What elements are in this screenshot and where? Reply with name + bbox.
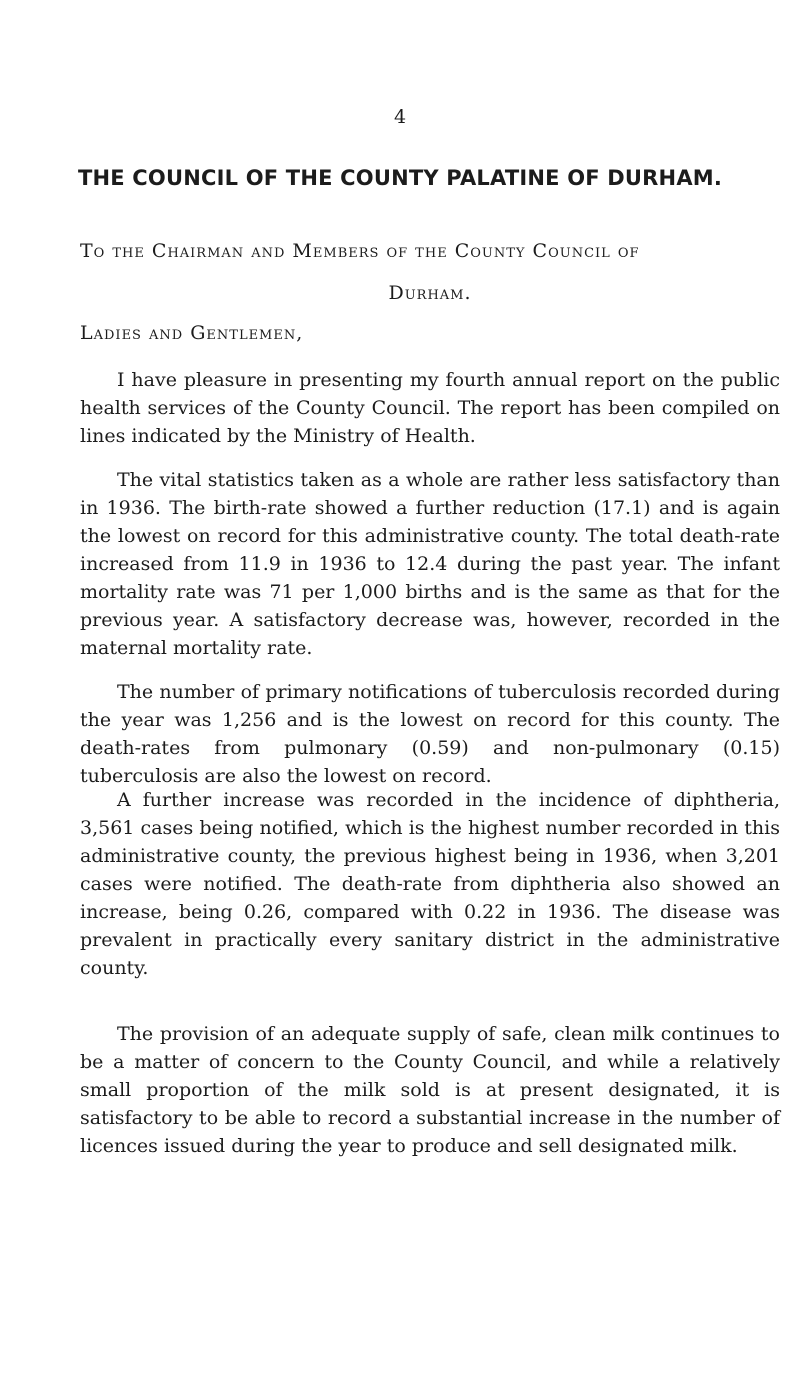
paragraph-4-block: [80, 786, 780, 1002]
address-block: [80, 240, 780, 304]
paragraph-3: The number of primary notifications of tuberculosis recorded during the year was 1,256 and is the lowest on record for this county. The death-rates from pulmonary (0.59) and non-pulmonary (0.15) tuberculosis are also the lowest on record.: [80, 681, 780, 787]
paragraph-5: The provision of an adequate supply of safe, clean milk continues to be a matter of concern to the County Council, and while a relatively small proportion of the milk sold is at present designated, it is satisfactory to be able to record a substantial increase in the number of licences issued during the year to produce and sell designated milk.: [80, 1023, 780, 1157]
paragraph-1-block: [80, 366, 780, 470]
salutation: Ladies and Gentlemen,: [80, 322, 304, 344]
paragraph-2-block: [80, 466, 780, 682]
address-line-1: To the Chairman and Members of the County Council of: [80, 240, 640, 262]
paragraph-5-block: [80, 1020, 780, 1180]
address-line-2: Durham.: [388, 282, 472, 304]
document-title: THE COUNCIL OF THE COUNTY PALATINE OF DURHAM.: [77, 166, 723, 190]
page-number: 4: [393, 106, 407, 128]
paragraph-4: A further increase was recorded in the incidence of diphtheria, 3,561 cases being notified, which is the highest number recorded in this administrative county, the previous highest being in 1936, when 3,201 cases were notified. The death-rate from diphtheria also showed an increase, being 0.26, compared with 0.22 in 1936. The disease was prevalent in practically every sanitary district in the administrative county.: [80, 789, 780, 979]
paragraph-1: I have pleasure in presenting my fourth annual report on the public health services of the County Council. The report has been compiled on lines indicated by the Ministry of Health.: [80, 369, 780, 447]
paragraph-2: The vital statistics taken as a whole are rather less satisfactory than in 1936. The birth-rate showed a further reduction (17.1) and is again the lowest on record for this administrative county. The total death-rate increased from 11.9 in 1936 to 12.4 during the past year. The infant mortality rate was 71 per 1,000 births and is the same as that for the previous year. A satisfactory decrease was, however, recorded in the maternal mortality rate.: [80, 469, 780, 659]
